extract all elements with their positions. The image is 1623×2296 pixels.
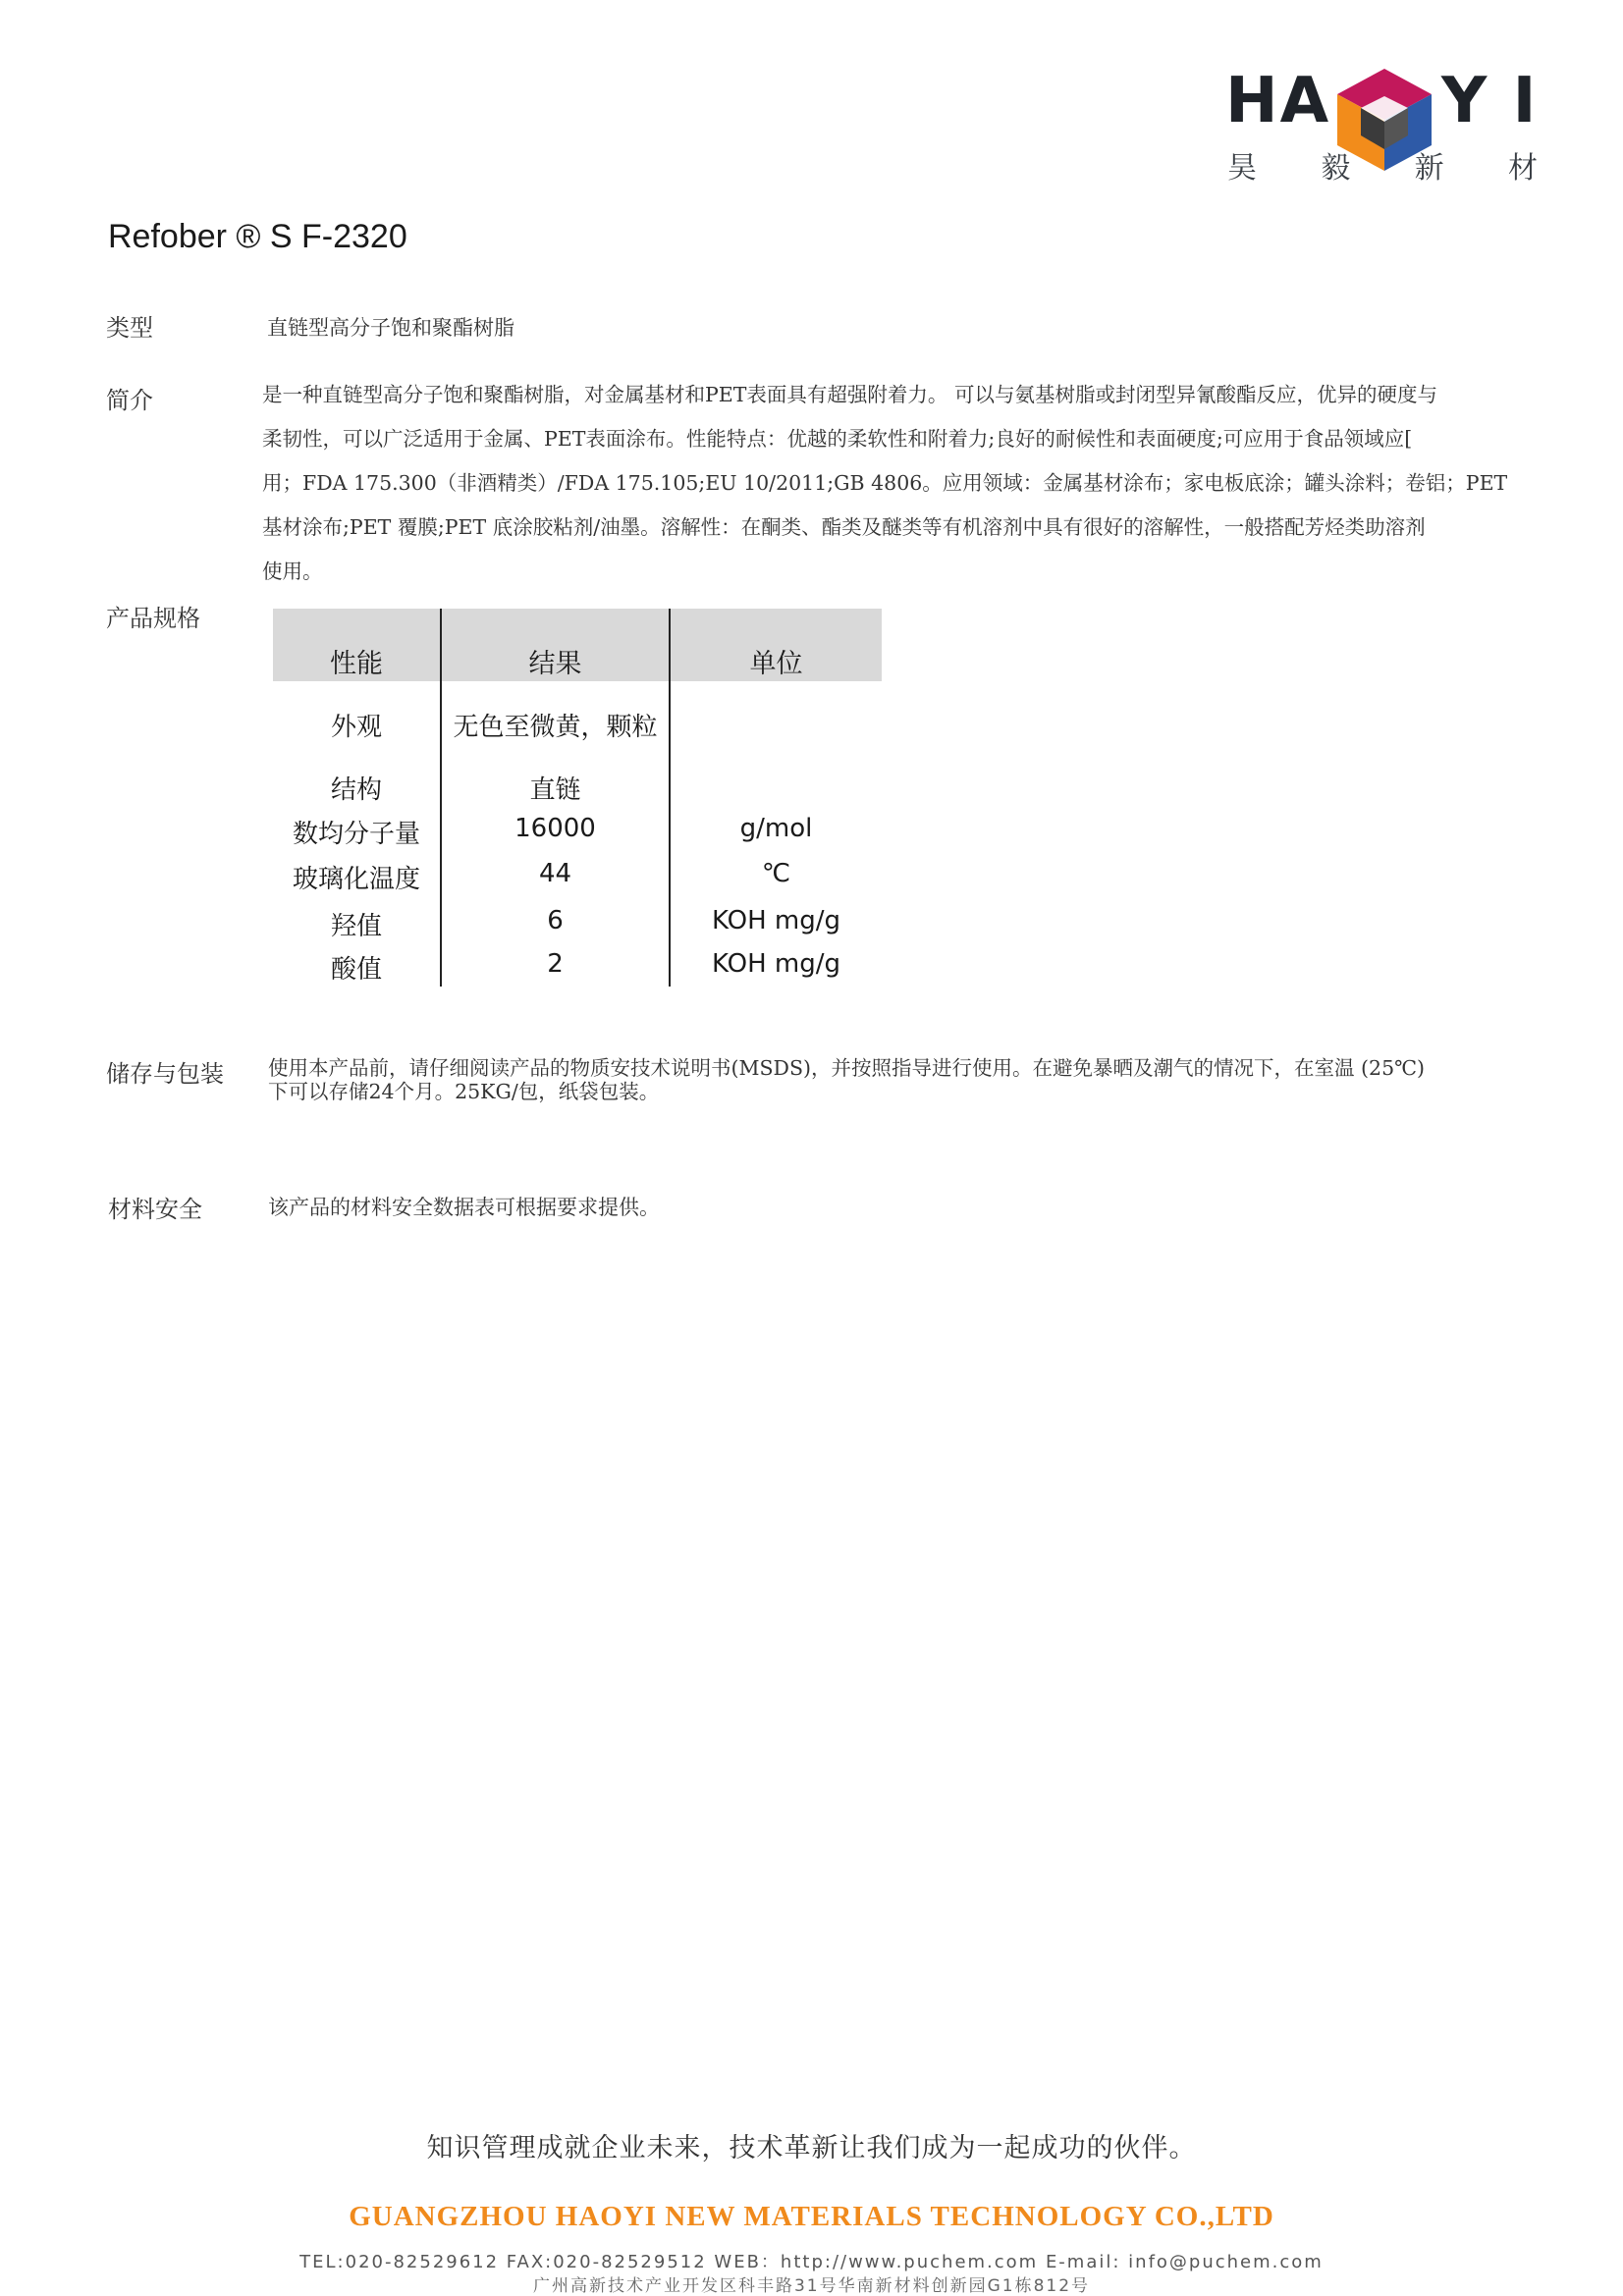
- type-value: 直链型高分子饱和聚酯树脂: [267, 316, 514, 340]
- safety-label: 材料安全: [108, 1196, 202, 1223]
- intro-text: [262, 373, 1553, 594]
- header-unit: 单位: [749, 649, 803, 679]
- intro-label: 简介: [106, 387, 153, 414]
- intro-line: 是一种直链型高分子饱和聚酯树脂，对金属基材和PET表面具有超强附着力。 可以与氨基树脂或封闭型异氰酸酯反应，优异的硬度与: [262, 383, 1437, 406]
- type-label: 类型: [106, 314, 153, 342]
- header-property: 性能: [330, 649, 383, 679]
- logo-letters-right: Y I: [1441, 65, 1539, 137]
- cell-unit: KOH mg/g: [711, 949, 840, 979]
- storage-line: 使用本产品前，请仔细阅读产品的物质安技术说明书(MSDS)，并按照指导进行使用。在避免暴晒及潮气的情况下，在室温 (25℃): [268, 1056, 1426, 1080]
- intro-line: 用；FDA 175.300（非酒精类）/FDA 175.105;EU 10/2011;GB 4806。应用领域：金属基材涂布；家电板底涂；罐头涂料；卷铝；PET: [262, 471, 1508, 495]
- cell-property: 玻璃化温度: [292, 865, 420, 894]
- storage-label: 储存与包装: [106, 1060, 224, 1088]
- logo-char: 毅: [1321, 151, 1351, 186]
- cell-property: 数均分子量: [292, 820, 420, 849]
- logo-wordmark: [1225, 65, 1540, 143]
- logo-char: 材: [1507, 151, 1538, 186]
- logo-char: 昊: [1227, 151, 1257, 186]
- company-logo: [1225, 37, 1540, 185]
- cell-property: 酸值: [330, 955, 382, 985]
- header-result: 结果: [528, 649, 582, 679]
- cell-result: 16000: [514, 814, 596, 843]
- cell-result: 2: [547, 949, 564, 979]
- cell-property: 外观: [330, 713, 382, 742]
- logo-letters-left: HA: [1225, 65, 1331, 137]
- cell-result: 无色至微黄，颗粒: [453, 713, 658, 742]
- intro-line: 使用。: [262, 560, 323, 583]
- cell-unit: ℃: [761, 859, 791, 888]
- intro-line: 柔韧性，可以广泛适用于金属、PET表面涂布。性能特点：优越的柔软性和附着力;良好的耐候性和表面硬度;可应用于食品领域应[: [262, 427, 1413, 451]
- storage-line: 下可以存储24个月。25KG/包，纸袋包装。: [268, 1080, 660, 1103]
- spec-table: [273, 609, 882, 987]
- intro-line: 基材涂布;PET 覆膜;PET 底涂胶粘剂/油墨。溶解性：在酮类、酯类及醚类等有机溶剂中具有很好的溶解性，一般搭配芳烃类助溶剂: [262, 515, 1426, 539]
- spec-label: 产品规格: [106, 605, 200, 632]
- logo-chinese-name: [1227, 143, 1538, 187]
- cell-property: 羟值: [330, 912, 382, 941]
- logo-char: 新: [1414, 151, 1444, 186]
- product-title: Refober ® S F-2320: [108, 218, 407, 255]
- footer-contact: TEL:020-82529612 FAX:020-82529512 WEB：http://www.puchem.com E-mail: info@puchem.com: [299, 2252, 1324, 2272]
- footer-address: 广州高新技术产业开发区科丰路31号华南新材料创新园G1栋812号: [532, 2276, 1091, 2296]
- cell-result: 直链: [529, 775, 581, 805]
- footer-company-name: GUANGZHOU HAOYI NEW MATERIALS TECHNOLOGY CO.,LTD: [349, 2201, 1274, 2232]
- safety-text: 该产品的材料安全数据表可根据要求提供。: [268, 1196, 660, 1219]
- cell-result: 44: [538, 859, 572, 888]
- storage-text: [268, 1056, 1544, 1103]
- cell-property: 结构: [330, 775, 382, 805]
- cell-unit: g/mol: [739, 814, 813, 843]
- footer-slogan: 知识管理成就企业未来，技术革新让我们成为一起成功的伙伴。: [426, 2133, 1197, 2163]
- cell-result: 6: [547, 906, 564, 935]
- cell-unit: KOH mg/g: [711, 906, 840, 935]
